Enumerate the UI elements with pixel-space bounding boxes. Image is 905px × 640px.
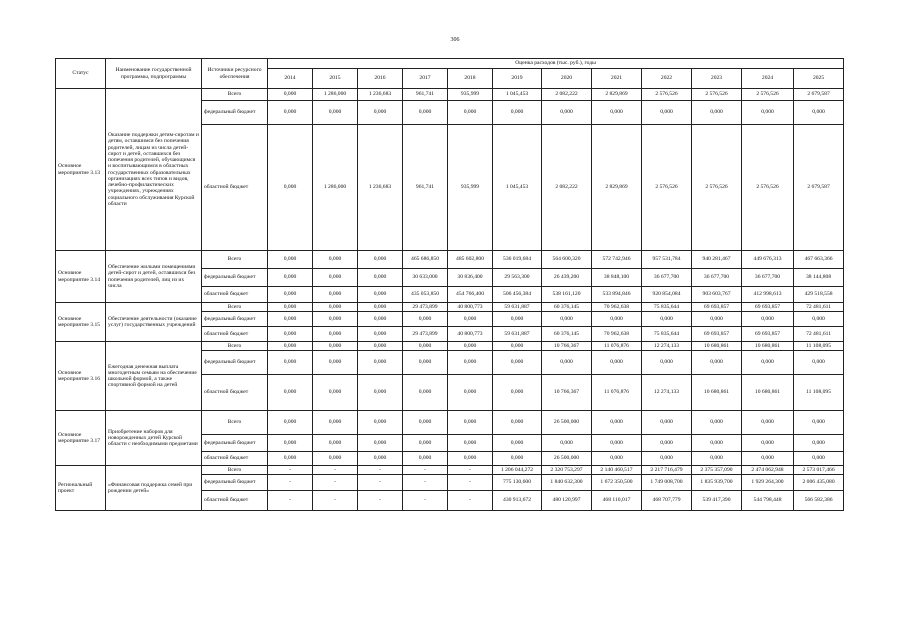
value-cell: 0,000	[542, 351, 592, 375]
value-cell: 10 766,367	[542, 375, 592, 411]
value-cell: 0,000	[268, 435, 313, 452]
value-cell: 0,000	[358, 251, 403, 269]
header-year: 2018	[448, 69, 493, 89]
value-cell: 467 663,366	[794, 251, 844, 269]
value-cell: 0,000	[692, 351, 742, 375]
value-cell: 0,000	[493, 312, 542, 327]
value-cell: 2 474 062,948	[742, 466, 794, 475]
value-cell: 2 679,587	[794, 89, 844, 101]
value-cell: 0,000	[692, 435, 742, 452]
row-name: Приобретение наборов для новорожденных детей Курской области с необходимыми предметами	[106, 411, 202, 466]
value-cell: 449 676,313	[742, 251, 794, 269]
value-cell: 60 376,145	[542, 303, 592, 312]
value-cell: 0,000	[358, 375, 403, 411]
value-cell: 0,000	[403, 101, 448, 125]
value-cell: -	[313, 475, 358, 491]
value-cell: 903 603,767	[692, 287, 742, 303]
value-cell: -	[313, 466, 358, 475]
value-cell: 69 693,857	[742, 303, 794, 312]
value-cell: 0,000	[403, 342, 448, 351]
table-row	[56, 342, 844, 351]
row-name: Ежегодная денежная выплата многодетным семьям на обеспечение школьной формой, а также спортивной формой на детей	[106, 342, 202, 411]
value-cell: 0,000	[592, 411, 642, 435]
value-cell: 0,000	[448, 375, 493, 411]
value-cell: 38 848,100	[592, 269, 642, 287]
value-cell: 2 082,222	[542, 125, 592, 251]
value-cell: -	[403, 466, 448, 475]
value-cell: 0,000	[358, 287, 403, 303]
value-cell: -	[313, 491, 358, 511]
value-cell: 0,000	[313, 269, 358, 287]
value-cell: -	[448, 491, 493, 511]
value-cell: 0,000	[358, 342, 403, 351]
value-cell: 0,000	[794, 312, 844, 327]
value-cell: 435 053,850	[403, 287, 448, 303]
value-cell: 0,000	[403, 375, 448, 411]
value-cell: 0,000	[313, 452, 358, 466]
row-source: областной бюджет	[202, 452, 268, 466]
value-cell: 0,000	[268, 452, 313, 466]
value-cell: 0,000	[493, 101, 542, 125]
row-status: Основное мероприятие 3.14	[56, 251, 106, 303]
value-cell: 0,000	[542, 435, 592, 452]
value-cell: 29 473,899	[403, 327, 448, 342]
row-source: Всего	[202, 466, 268, 475]
value-cell: 1 045,453	[493, 125, 542, 251]
value-cell: 454 766,400	[448, 287, 493, 303]
row-status: Региональный проект	[56, 466, 106, 511]
value-cell: 0,000	[268, 411, 313, 435]
value-cell: 0,000	[268, 125, 313, 251]
value-cell: 0,000	[268, 375, 313, 411]
value-cell: 59 631,887	[493, 303, 542, 312]
value-cell: 0,000	[493, 375, 542, 411]
value-cell: 72 481,611	[794, 303, 844, 312]
value-cell: 2 006 435,080	[794, 475, 844, 491]
value-cell: 0,000	[742, 452, 794, 466]
value-cell: 0,000	[642, 312, 692, 327]
value-cell: 10 680,861	[692, 375, 742, 411]
value-cell: 429 518,558	[794, 287, 844, 303]
value-cell: 0,000	[268, 89, 313, 101]
header-sources: Источники ресурсного обеспечения	[202, 59, 268, 89]
row-source: федеральный бюджет	[202, 351, 268, 375]
row-source: областной бюджет	[202, 375, 268, 411]
row-source: федеральный бюджет	[202, 269, 268, 287]
value-cell: 430 913,672	[493, 491, 542, 511]
header-year: 2019	[493, 69, 542, 89]
value-cell: 2 217 716,479	[642, 466, 692, 475]
value-cell: 0,000	[268, 312, 313, 327]
value-cell: 0,000	[268, 342, 313, 351]
value-cell: 0,000	[448, 411, 493, 435]
value-cell: 0,000	[493, 351, 542, 375]
value-cell: 69 693,857	[692, 303, 742, 312]
value-cell: 0,000	[403, 435, 448, 452]
value-cell: 0,000	[448, 435, 493, 452]
row-status: Основное мероприятие 3.13	[56, 89, 106, 251]
table-row	[56, 89, 844, 101]
value-cell: 0,000	[448, 452, 493, 466]
value-cell: 11 108,095	[794, 342, 844, 351]
table-row	[56, 251, 844, 269]
value-cell: -	[403, 491, 448, 511]
value-cell: 0,000	[268, 351, 313, 375]
value-cell: 0,000	[313, 411, 358, 435]
header-name: Наименование государственной программы, подпрограммы	[106, 59, 202, 89]
value-cell: 0,000	[358, 327, 403, 342]
value-cell: 0,000	[742, 411, 794, 435]
value-cell: 2 576,526	[742, 125, 794, 251]
value-cell: 10 680,861	[692, 342, 742, 351]
value-cell: 0,000	[794, 435, 844, 452]
value-cell: 1 236,683	[358, 89, 403, 101]
header-year: 2014	[268, 69, 313, 89]
value-cell: 12 274,133	[642, 375, 692, 411]
value-cell: 0,000	[542, 312, 592, 327]
value-cell: 2 320 753,297	[542, 466, 592, 475]
value-cell: 0,000	[692, 411, 742, 435]
row-source: областной бюджет	[202, 327, 268, 342]
row-source: Всего	[202, 89, 268, 101]
value-cell: 0,000	[542, 101, 592, 125]
value-cell: 0,000	[742, 435, 794, 452]
row-source: Всего	[202, 342, 268, 351]
value-cell: 961,741	[403, 89, 448, 101]
value-cell: 70 962,638	[592, 327, 642, 342]
value-cell: 0,000	[592, 101, 642, 125]
header-status: Статус	[56, 59, 106, 89]
header-year: 2016	[358, 69, 403, 89]
value-cell: 1 929 264,300	[742, 475, 794, 491]
value-cell: 0,000	[642, 411, 692, 435]
value-cell: 1 236,683	[358, 125, 403, 251]
row-source: федеральный бюджет	[202, 435, 268, 452]
value-cell: 60 376,145	[542, 327, 592, 342]
value-cell: 0,000	[313, 435, 358, 452]
value-cell: 30 633,000	[403, 269, 448, 287]
value-cell: 75 835,644	[642, 303, 692, 312]
header-year: 2020	[542, 69, 592, 89]
value-cell: 0,000	[313, 342, 358, 351]
row-source: областной бюджет	[202, 287, 268, 303]
value-cell: 0,000	[403, 452, 448, 466]
value-cell: 36 677,700	[742, 269, 794, 287]
value-cell: 0,000	[313, 375, 358, 411]
value-cell: 11 076,876	[592, 342, 642, 351]
row-status: Основное мероприятие 3.16	[56, 342, 106, 411]
value-cell: 0,000	[592, 452, 642, 466]
value-cell: 10 766,367	[542, 342, 592, 351]
value-cell: 0,000	[358, 312, 403, 327]
row-status: Основное мероприятие 3.17	[56, 411, 106, 466]
value-cell: 0,000	[642, 435, 692, 452]
value-cell: 775 130,600	[493, 475, 542, 491]
value-cell: 0,000	[493, 411, 542, 435]
value-cell: 2 576,526	[742, 89, 794, 101]
value-cell: 0,000	[403, 411, 448, 435]
value-cell: 2 576,526	[692, 125, 742, 251]
value-cell: 935,999	[448, 125, 493, 251]
row-name: Оказание поддержки детям-сиротам и детям, оставшимся без попечения родителей, лицам из числа детей-сирот и детей, оставшихся без попечения родителей, обучающимся и воспитывающимся в областных государственных образовательных организациях всех типов и видов, лечебно-профилактических учреждениях, учреждениях социального обслуживания Курской области	[106, 89, 202, 251]
value-cell: 0,000	[692, 101, 742, 125]
value-cell: 572 742,946	[592, 251, 642, 269]
value-cell: 0,000	[313, 351, 358, 375]
value-cell: 0,000	[794, 351, 844, 375]
row-source: федеральный бюджет	[202, 475, 268, 491]
value-cell: 29 563,300	[493, 269, 542, 287]
row-source: Всего	[202, 411, 268, 435]
row-name: Обеспечение жилыми помещениями детей-сирот и детей, оставшихся без попечения родителей, лиц из их числа	[106, 251, 202, 303]
value-cell: 539 417,390	[692, 491, 742, 511]
value-cell: 412 998,613	[742, 287, 794, 303]
value-cell: 1 835 939,700	[692, 475, 742, 491]
value-cell: 2 576,526	[692, 89, 742, 101]
value-cell: 0,000	[313, 101, 358, 125]
value-cell: 0,000	[493, 342, 542, 351]
value-cell: 0,000	[358, 452, 403, 466]
value-cell: -	[268, 466, 313, 475]
value-cell: 1 286,000	[313, 89, 358, 101]
value-cell: 0,000	[742, 312, 794, 327]
value-cell: 29 473,899	[403, 303, 448, 312]
value-cell: -	[358, 475, 403, 491]
table-row	[56, 411, 844, 435]
value-cell: 36 677,700	[642, 269, 692, 287]
value-cell: 0,000	[268, 251, 313, 269]
value-cell: 536 019,684	[493, 251, 542, 269]
value-cell: 1 749 008,700	[642, 475, 692, 491]
value-cell: 10 680,861	[742, 375, 794, 411]
value-cell: 59 631,887	[493, 327, 542, 342]
value-cell: 566 582,386	[794, 491, 844, 511]
row-status: Основное мероприятие 3.15	[56, 303, 106, 342]
value-cell: 0,000	[403, 312, 448, 327]
value-cell: 0,000	[794, 411, 844, 435]
table-row	[56, 303, 844, 312]
value-cell: -	[448, 475, 493, 491]
row-source: федеральный бюджет	[202, 312, 268, 327]
value-cell: 2 576,526	[642, 125, 692, 251]
value-cell: 0,000	[268, 101, 313, 125]
value-cell: 0,000	[313, 251, 358, 269]
value-cell: 0,000	[592, 312, 642, 327]
value-cell: 2 576,526	[642, 89, 692, 101]
value-cell: 0,000	[358, 101, 403, 125]
header-year: 2017	[403, 69, 448, 89]
value-cell: 30 836,400	[448, 269, 493, 287]
value-cell: 0,000	[313, 287, 358, 303]
value-cell: 920 854,084	[642, 287, 692, 303]
value-cell: -	[358, 491, 403, 511]
page-number: 306	[450, 37, 460, 43]
value-cell: -	[268, 491, 313, 511]
header-year: 2015	[313, 69, 358, 89]
value-cell: 72 481,611	[794, 327, 844, 342]
expenditure-table	[55, 58, 844, 511]
value-cell: 0,000	[692, 312, 742, 327]
value-cell: 1 840 632,300	[542, 475, 592, 491]
value-cell: 40 800,773	[448, 303, 493, 312]
value-cell: 0,000	[448, 351, 493, 375]
value-cell: 69 693,857	[692, 327, 742, 342]
value-cell: 0,000	[268, 269, 313, 287]
value-cell: 2 375 357,090	[692, 466, 742, 475]
value-cell: 2 082,222	[542, 89, 592, 101]
value-cell: -	[358, 466, 403, 475]
value-cell: 40 800,773	[448, 327, 493, 342]
value-cell: 11 076,876	[592, 375, 642, 411]
value-cell: 0,000	[692, 452, 742, 466]
value-cell: 0,000	[448, 101, 493, 125]
value-cell: 26 500,000	[542, 411, 592, 435]
value-cell: 0,000	[794, 452, 844, 466]
value-cell: 1 672 350,500	[592, 475, 642, 491]
value-cell: 0,000	[448, 312, 493, 327]
header-estimate: Оценка расходов (тыс. руб.), годы	[268, 59, 844, 69]
header-year: 2023	[692, 69, 742, 89]
value-cell: 0,000	[794, 101, 844, 125]
value-cell: 1 206 044,272	[493, 466, 542, 475]
value-cell: 0,000	[742, 101, 794, 125]
value-cell: 0,000	[493, 435, 542, 452]
value-cell: -	[403, 475, 448, 491]
value-cell: 1 045,453	[493, 89, 542, 101]
value-cell: 0,000	[268, 327, 313, 342]
value-cell: 36 677,700	[692, 269, 742, 287]
value-cell: 935,999	[448, 89, 493, 101]
value-cell: 480 120,997	[542, 491, 592, 511]
value-cell: 26 500,000	[542, 452, 592, 466]
header-year: 2025	[794, 69, 844, 89]
value-cell: 0,000	[742, 351, 794, 375]
value-cell: 0,000	[313, 312, 358, 327]
value-cell: 465 686,850	[403, 251, 448, 269]
value-cell: 0,000	[268, 287, 313, 303]
value-cell: 70 962,638	[592, 303, 642, 312]
value-cell: 2 829,869	[592, 89, 642, 101]
value-cell: 0,000	[313, 327, 358, 342]
value-cell: 0,000	[642, 101, 692, 125]
value-cell: 957 531,784	[642, 251, 692, 269]
value-cell: 0,000	[403, 351, 448, 375]
value-cell: 0,000	[313, 303, 358, 312]
value-cell: 940 281,467	[692, 251, 742, 269]
row-name: Обеспечение деятельности (оказание услуг) государственных учреждений	[106, 303, 202, 342]
value-cell: 533 894,846	[592, 287, 642, 303]
value-cell: 2 140 460,517	[592, 466, 642, 475]
value-cell: 0,000	[268, 303, 313, 312]
value-cell: 506 456,384	[493, 287, 542, 303]
row-source: областной бюджет	[202, 125, 268, 251]
value-cell: 26 439,200	[542, 269, 592, 287]
value-cell: 0,000	[358, 435, 403, 452]
value-cell: 2 679,587	[794, 125, 844, 251]
value-cell: 2 573 017,466	[794, 466, 844, 475]
value-cell: -	[448, 466, 493, 475]
value-cell: 0,000	[358, 269, 403, 287]
value-cell: 468 110,017	[592, 491, 642, 511]
header-year: 2024	[742, 69, 794, 89]
value-cell: 961,741	[403, 125, 448, 251]
value-cell: 0,000	[642, 452, 692, 466]
value-cell: 0,000	[448, 342, 493, 351]
value-cell: 544 798,448	[742, 491, 794, 511]
header-year: 2022	[642, 69, 692, 89]
value-cell: 75 835,644	[642, 327, 692, 342]
value-cell: 0,000	[592, 435, 642, 452]
row-source: областной бюджет	[202, 491, 268, 511]
value-cell: 0,000	[642, 351, 692, 375]
row-source: Всего	[202, 251, 268, 269]
value-cell: 0,000	[358, 411, 403, 435]
value-cell: -	[268, 475, 313, 491]
value-cell: 12 274,133	[642, 342, 692, 351]
value-cell: 0,000	[358, 351, 403, 375]
value-cell: 485 602,800	[448, 251, 493, 269]
value-cell: 38 144,808	[794, 269, 844, 287]
value-cell: 2 829,869	[592, 125, 642, 251]
header-year: 2021	[592, 69, 642, 89]
row-source: Всего	[202, 303, 268, 312]
value-cell: 69 693,857	[742, 327, 794, 342]
row-source: федеральный бюджет	[202, 101, 268, 125]
value-cell: 11 108,095	[794, 375, 844, 411]
value-cell: 1 286,000	[313, 125, 358, 251]
value-cell: 0,000	[358, 303, 403, 312]
row-name: «Финансовая поддержка семей при рождении детей»	[106, 466, 202, 511]
table-row	[56, 466, 844, 475]
value-cell: 468 707,779	[642, 491, 692, 511]
value-cell: 0,000	[493, 452, 542, 466]
value-cell: 538 161,120	[542, 287, 592, 303]
value-cell: 10 680,861	[742, 342, 794, 351]
value-cell: 0,000	[592, 351, 642, 375]
value-cell: 564 600,320	[542, 251, 592, 269]
